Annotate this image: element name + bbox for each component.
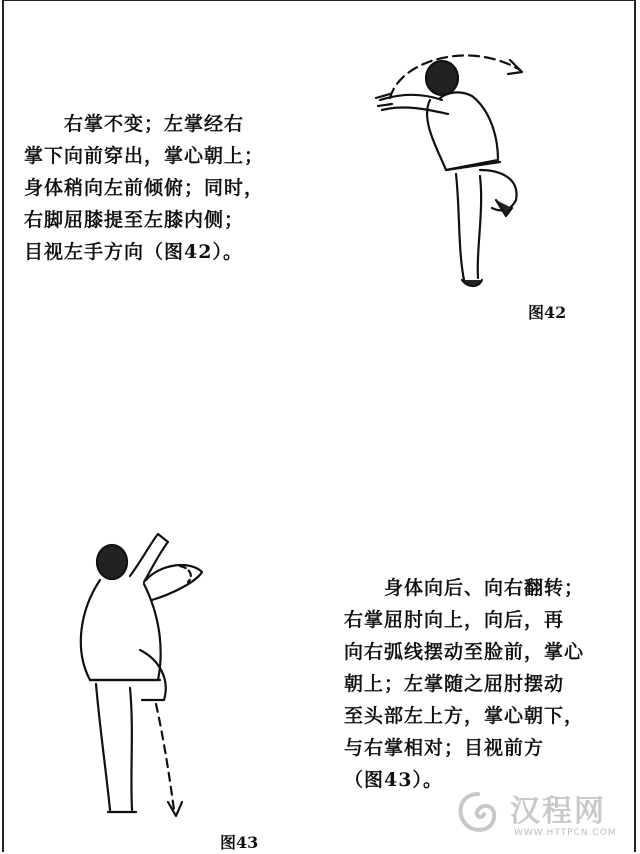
text-line: 掌下向前穿出，掌心朝上； xyxy=(24,145,265,167)
figure-43-caption: 图43 xyxy=(220,833,259,852)
text-line: 身体向后、向右翻转； xyxy=(344,577,585,599)
instruction-paragraph-43 xyxy=(344,572,584,796)
figure-43-illustration xyxy=(60,520,230,830)
text-line: 右脚屈膝提至左膝内侧； xyxy=(24,209,245,231)
text-line: 朝上；左掌随之屈肘摆动 xyxy=(344,673,565,695)
watermark-text: 汉程网 xyxy=(510,794,606,829)
text-line: 目视左手方向（图42）。 xyxy=(24,241,243,263)
figure-42-illustration xyxy=(360,40,540,300)
text-line: 身体稍向左前倾俯；同时， xyxy=(24,177,265,199)
text-line: 至头部左上方，掌心朝下， xyxy=(344,705,585,727)
swirl-logo-icon xyxy=(448,784,508,844)
text-line: （图43）。 xyxy=(344,769,443,791)
text-line: 右掌不变；左掌经右 xyxy=(24,113,245,135)
text-line: 右掌屈肘向上，向后，再 xyxy=(344,609,565,631)
text-line: 与右掌相对；目视前方 xyxy=(344,737,545,759)
text-line: 向右弧线摆动至脸前，掌心 xyxy=(344,641,585,663)
figure-42-caption: 图42 xyxy=(528,303,567,322)
instruction-paragraph-42 xyxy=(24,108,264,268)
watermark-url: WWW.HTTPCN.COM xyxy=(514,828,617,838)
watermark xyxy=(448,780,638,854)
